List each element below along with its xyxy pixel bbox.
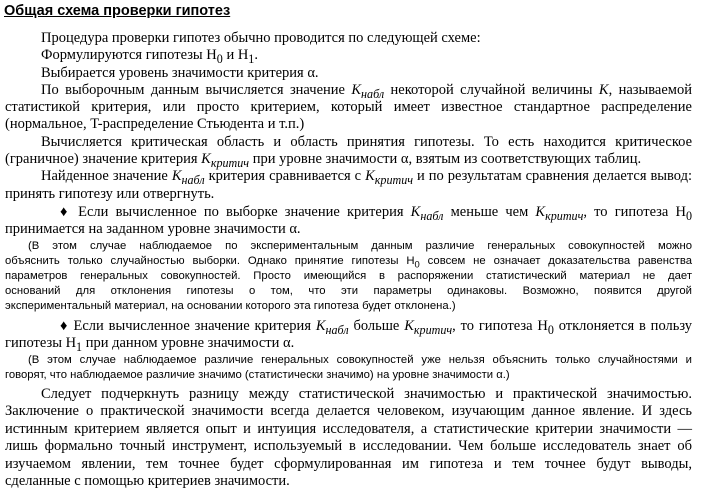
diamond-bullet-icon: ♦ — [60, 204, 71, 220]
text-line: статистикой критерия, или просто критерием, который имеет известное стандартное распределение — [5, 99, 692, 115]
text-line: (граничное) значение критерия $K_{критич}$ при уровне значимости α, взятым из соответствующих таблиц. — [5, 151, 642, 170]
text-line: По выборочным данным вычисляется значение $K_{набл}$ некоторой случайной величины K, называемой — [41, 82, 692, 101]
diamond-bullet-icon: ♦ — [60, 318, 69, 334]
text-line: Процедура проверки гипотез обычно проводится по следующей схеме: — [41, 30, 481, 46]
text-line: гипотезы $H_1$ при данном уровне значимости α. — [5, 335, 295, 354]
text-line: (нормальное, T-распределение Стьюдента и т.п.) — [5, 116, 305, 132]
page-title: Общая схема проверки гипотез — [4, 3, 231, 19]
text-line: истинным критерием является опыт и интуиция исследователя, а статистические критерии значимости — — [5, 421, 692, 437]
text-line: лишь формально точный инструмент, используемый в исследовании. Чем больше исследователь знает об — [5, 438, 692, 454]
note-line: объяснить только случайностью выборки. Однако принятие гипотезы $H_0$ совсем не означает доказательства равенства — [5, 255, 692, 270]
note-line: говорят, что наблюдаемое различие значимо (статистически значимо) на уровне значимости α.) — [5, 369, 510, 381]
text-line: Заключение о практической значимости всегда делается человеком, изучающим данное явление. И здесь — [5, 403, 692, 419]
note-line: экспериментальный материал, на основании которого эта гипотеза будет отклонена.) — [5, 300, 456, 312]
text-line: Вычисляется критическая область и область принятия гипотезы. То есть находится критическое — [41, 134, 692, 150]
text-line: Формулируются гипотезы $H_0$ и $H_1$. — [41, 47, 258, 66]
text-line: Найденное значение $K_{набл}$ критерия сравнивается с $K_{критич}$ и по результатам сравнения делается вывод: — [41, 168, 693, 187]
note-line: параметров генеральных совокупностей. Просто имеющийся в распоряжении статистический материал не дает — [5, 270, 692, 282]
note-line: (В этом случае наблюдаемое по экспериментальным данным различие генеральных совокупностей можно — [28, 240, 692, 252]
text-line: принимается на заданном уровне значимости α. — [5, 221, 301, 237]
text-line: ♦ Если вычисленное по выборке значение критерия $K_{набл}$ меньше чем $K_{критич}$, то гипотеза $H_0$ — [60, 204, 693, 223]
text-line: изучаемом явлении, тем точнее будет сформулированная им гипотеза и тем точнее будут выводы, — [5, 456, 692, 472]
text-line: принять гипотезу или отвергнуть. — [5, 186, 215, 202]
note-line: (В этом случае наблюдаемое различие генеральных совокупностей уже нельзя объяснить только случайностями и — [28, 354, 692, 366]
note-line: оснований для отклонения гипотезы о том, что эти параметры одинаковы. Возможно, появится другой — [5, 285, 692, 297]
text-line: ♦ Если вычисленное значение критерия $K_{набл}$ больше $K_{критич}$, то гипотеза $H_0$ отклоняется в пользу — [60, 318, 693, 337]
text-line: Выбирается уровень значимости критерия α. — [41, 65, 319, 81]
text-line: Следует подчеркнуть разницу между статистической значимостью и практической значимостью. — [41, 386, 692, 402]
text-line: сделанные с помощью критериев значимости. — [5, 473, 290, 489]
